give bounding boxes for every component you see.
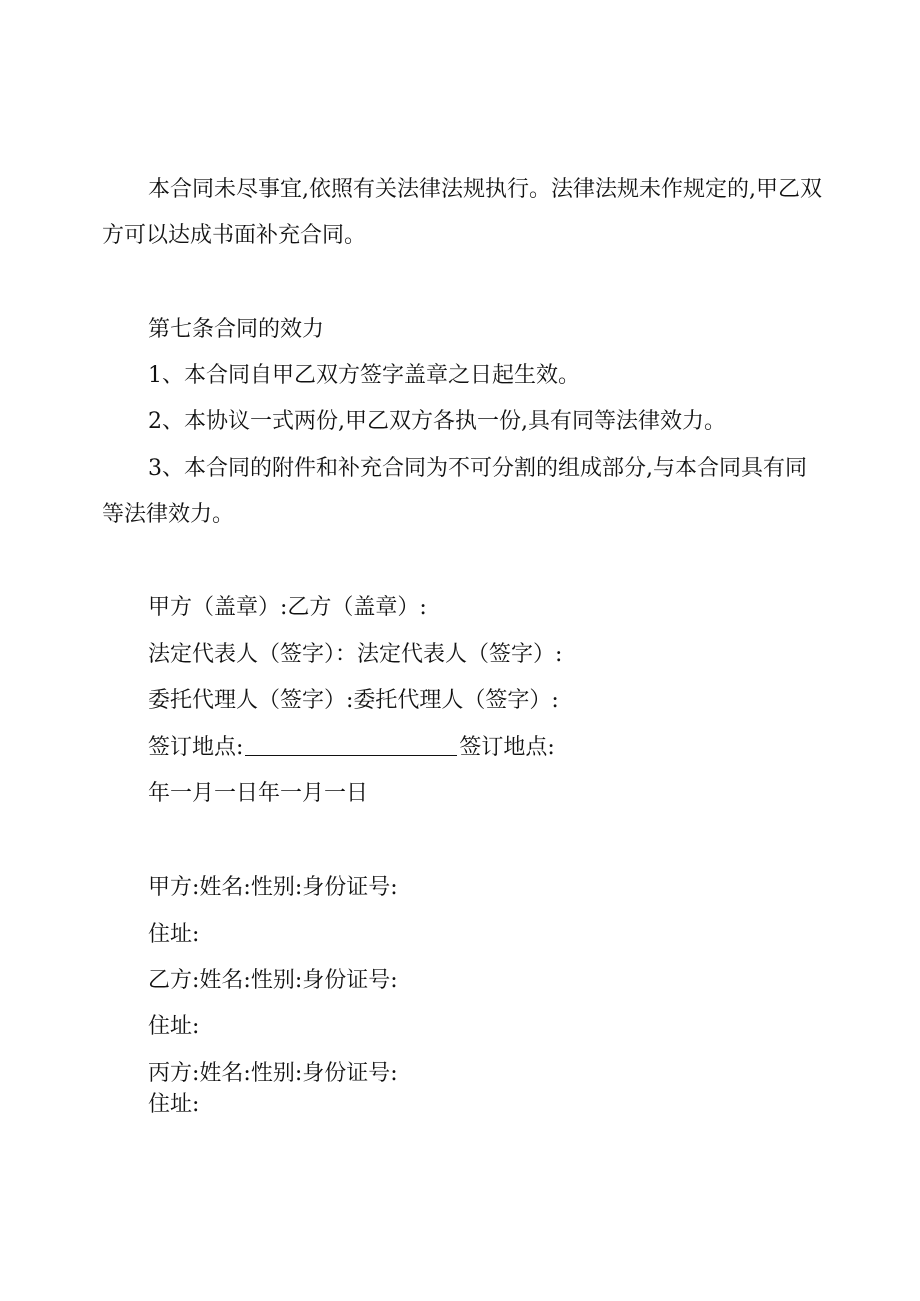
legal-representative-line: 法定代表人（签字）：法定代表人（签字）: bbox=[148, 642, 563, 667]
article-title: 第七条合同的效力 bbox=[148, 317, 325, 342]
signing-place-label-a: 签订地点: bbox=[148, 735, 244, 760]
clause-item-3-continued: 等法律效力。 bbox=[102, 502, 235, 527]
clause-item-1: 1、本合同自甲乙双方签字盖章之日起生效。 bbox=[148, 363, 580, 388]
party-a-address: 住址: bbox=[148, 922, 200, 947]
paragraph-line: 方可以达成书面补充合同。 bbox=[102, 223, 367, 248]
signing-place-label-b: 签订地点: bbox=[459, 735, 555, 760]
party-c-line: 丙方:姓名:性别:身份证号: bbox=[148, 1061, 398, 1086]
signing-place-line bbox=[0, 733, 920, 762]
signing-date-line: 年一月一日年一月一日 bbox=[148, 781, 369, 806]
party-a-line: 甲方:姓名:性别:身份证号: bbox=[148, 875, 398, 900]
signing-place-blank bbox=[245, 733, 457, 756]
seal-line: 甲方（盖章）:乙方（盖章）: bbox=[148, 595, 427, 620]
party-c-address: 住址: bbox=[148, 1092, 200, 1117]
clause-item-2: 2、本协议一式两份,甲乙双方各执一份,具有同等法律效力。 bbox=[148, 409, 726, 434]
party-b-address: 住址: bbox=[148, 1014, 200, 1039]
agent-line: 委托代理人（签字）:委托代理人（签字）: bbox=[148, 688, 559, 713]
party-b-line: 乙方:姓名:性别:身份证号: bbox=[148, 968, 398, 993]
clause-item-3: 3、本合同的附件和补充合同为不可分割的组成部分,与本合同具有同 bbox=[148, 456, 807, 481]
paragraph-line: 本合同未尽事宜,依照有关法律法规执行。法律法规未作规定的,甲乙双 bbox=[148, 177, 822, 202]
